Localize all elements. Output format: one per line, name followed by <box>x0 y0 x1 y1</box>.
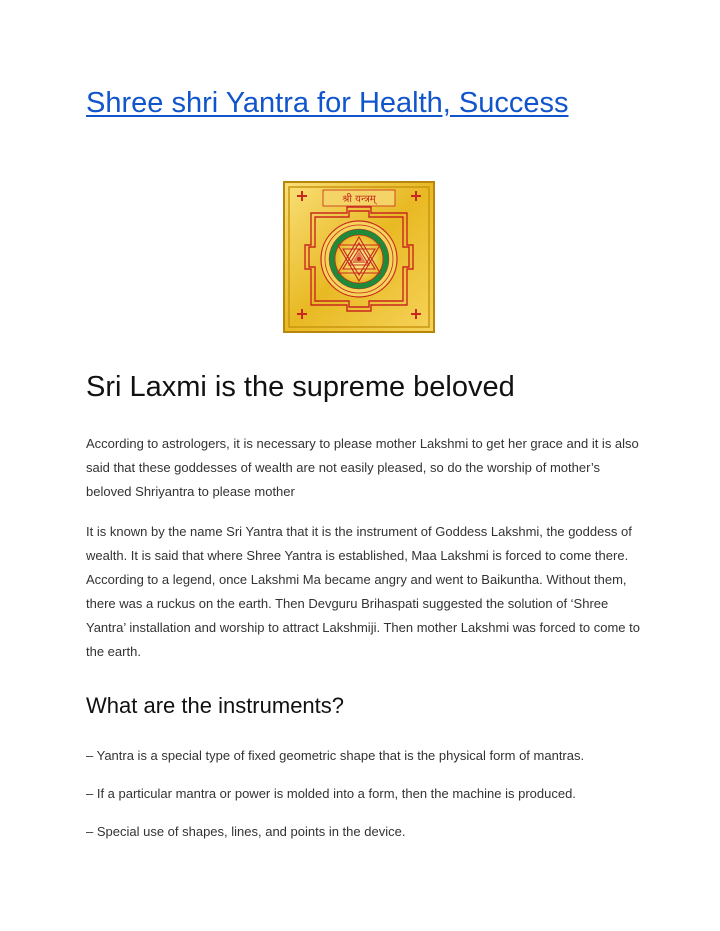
list-item: – If a particular mantra or power is molded into a form, then the machine is produced. <box>86 786 576 801</box>
shri-yantra-image <box>283 181 435 333</box>
instruments-heading: What are the instruments? <box>86 693 345 718</box>
paragraph-intro: According to astrologers, it is necessary to please mother Lakshmi to get her grace and it is also said that these goddesses of wealth are not easily pleased, so do the worship of mother’s beloved Shriyantra to please mother <box>86 436 639 499</box>
yantra-caption-text: श्री यन्त्रम् <box>342 194 376 205</box>
list-item: – Special use of shapes, lines, and points in the device. <box>86 824 406 839</box>
paragraph-legend: It is known by the name Sri Yantra that it is the instrument of Goddess Lakshmi, the goddess of wealth. It is said that where Shree Yantra is established, Maa Lakshmi is forced to come there. According to a legend, once Lakshmi Ma became angry and went to Baikuntha. Without them, there was a ruckus on the earth. Then Devguru Brihaspati suggested the solution of ‘Shree Yantra’ installation and worship to attract Lakshmiji. Then mother Lakshmi was forced to come to the earth. <box>86 524 640 659</box>
title-link[interactable]: Shree shri Yantra for Health, Success <box>86 87 569 119</box>
section-heading: Sri Laxmi is the supreme beloved <box>86 371 515 403</box>
list-item: – Yantra is a special type of fixed geometric shape that is the physical form of mantras. <box>86 748 585 763</box>
